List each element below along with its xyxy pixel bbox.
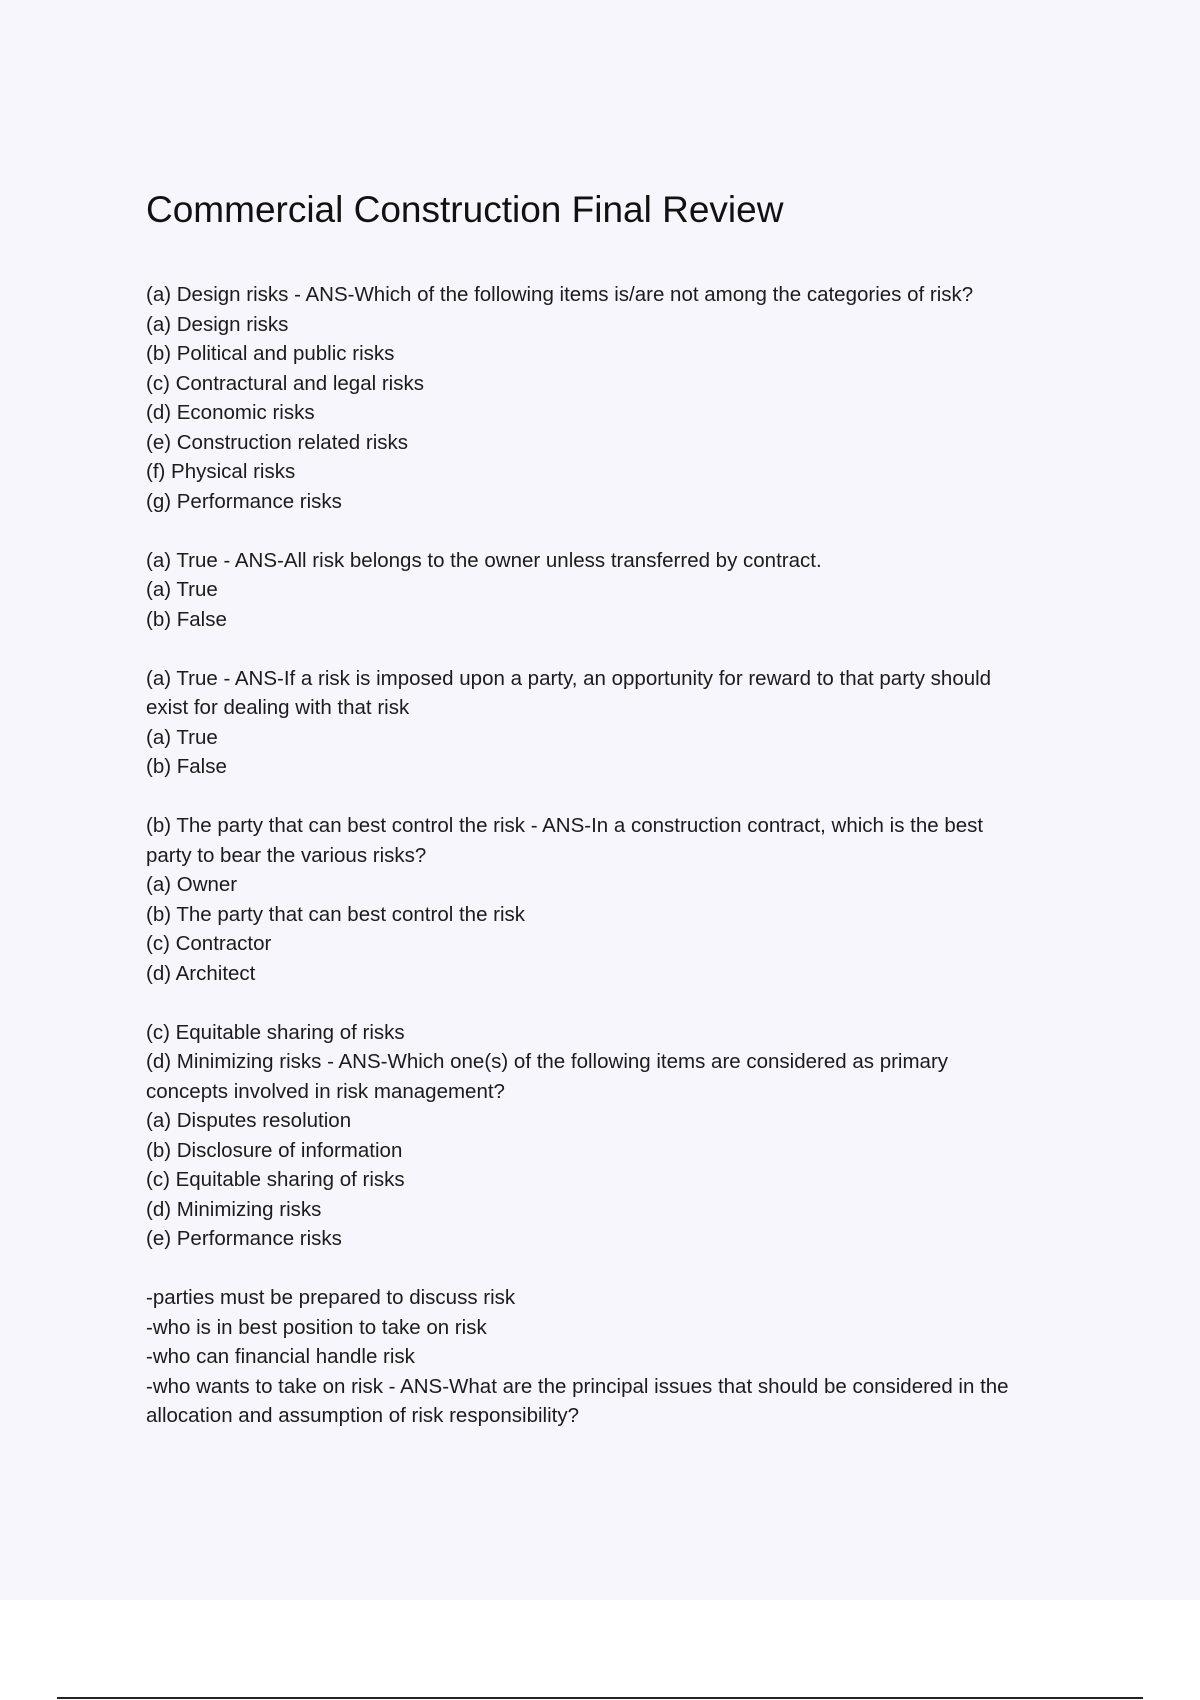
text-line: (d) Economic risks bbox=[146, 401, 315, 424]
text-line: allocation and assumption of risk responsibility? bbox=[146, 1404, 580, 1427]
text-line: exist for dealing with that risk bbox=[146, 696, 410, 719]
text-line: (d) Minimizing risks bbox=[146, 1197, 322, 1221]
question-block bbox=[146, 280, 1086, 516]
text-line: (a) True bbox=[146, 578, 218, 601]
text-line: (b) False bbox=[146, 755, 227, 778]
text-line: concepts involved in risk management? bbox=[146, 1079, 505, 1103]
text-line: (b) Political and public risks bbox=[146, 342, 395, 365]
text-line: -who wants to take on risk - ANS-What are the principal issues that should be considered in the bbox=[146, 1374, 1009, 1398]
text-line: (a) Disputes resolution bbox=[146, 1109, 352, 1132]
text-line: (c) Contractor bbox=[146, 932, 272, 955]
text-line: (b) The party that can best control the risk - ANS-In a construction contract, which is the best bbox=[146, 814, 984, 837]
text-line: (c) Contractural and legal risks bbox=[146, 371, 424, 395]
text-line: (a) True - ANS-If a risk is imposed upon a party, an opportunity for reward to that party should bbox=[146, 666, 992, 690]
text-line: (e) Construction related risks bbox=[146, 430, 409, 454]
document-title: Commercial Construction Final Review bbox=[146, 189, 784, 230]
question-block bbox=[146, 1018, 1086, 1254]
question-block bbox=[146, 664, 1086, 782]
text-line: (f) Physical risks bbox=[146, 460, 296, 483]
text-line: (b) False bbox=[146, 607, 227, 631]
text-line: (a) Owner bbox=[146, 873, 238, 896]
text-line: (b) The party that can best control the risk bbox=[146, 902, 526, 926]
text-line: (c) Equitable sharing of risks bbox=[146, 1168, 405, 1191]
text-line: (a) Design risks - ANS-Which of the following items is/are not among the categories of risk? bbox=[146, 283, 974, 306]
text-line: -who is in best position to take on risk bbox=[146, 1315, 487, 1339]
text-line: (d) Architect bbox=[146, 961, 256, 985]
text-line: (d) Minimizing risks - ANS-Which one(s) of the following items are considered as primary bbox=[146, 1050, 949, 1073]
text-line: (b) Disclosure of information bbox=[146, 1138, 403, 1162]
footer-divider bbox=[57, 1697, 1143, 1699]
question-block bbox=[146, 546, 1086, 635]
text-line: (e) Performance risks bbox=[146, 1227, 342, 1250]
text-line: party to bear the various risks? bbox=[146, 843, 427, 867]
text-line: (c) Equitable sharing of risks bbox=[146, 1020, 405, 1044]
document-body bbox=[146, 280, 1086, 1460]
text-line: (a) True bbox=[146, 725, 218, 749]
text-line: -who can financial handle risk bbox=[146, 1345, 415, 1368]
text-line: -parties must be prepared to discuss risk bbox=[146, 1286, 516, 1309]
text-line: (a) Design risks bbox=[146, 312, 289, 336]
text-line: (g) Performance risks bbox=[146, 489, 342, 513]
question-block bbox=[146, 811, 1086, 988]
question-block bbox=[146, 1283, 1086, 1431]
text-line: (a) True - ANS-All risk belongs to the owner unless transferred by contract. bbox=[146, 548, 822, 572]
